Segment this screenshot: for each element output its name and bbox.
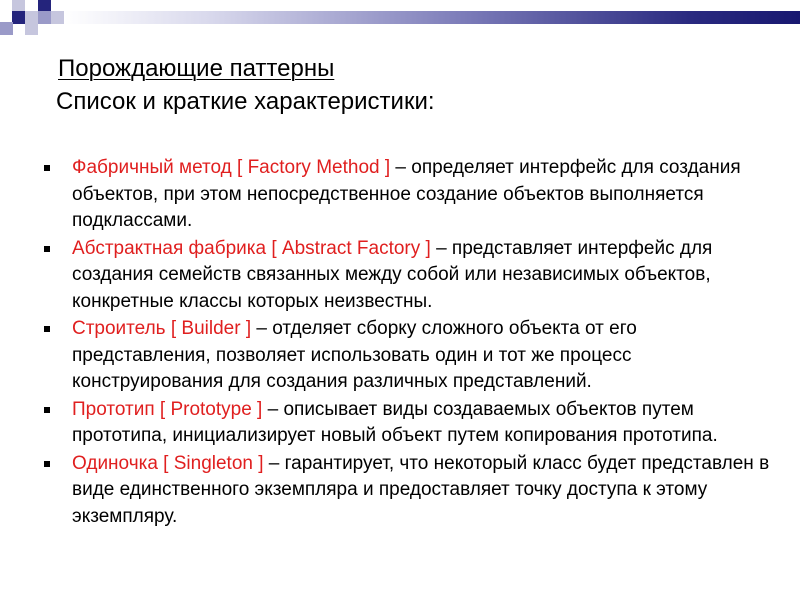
pattern-term: Строитель [ Builder ] — [72, 318, 252, 339]
bullet-icon — [44, 165, 50, 171]
header-gradient-bar — [64, 11, 800, 24]
bullet-icon — [44, 407, 50, 413]
pattern-list — [44, 155, 779, 531]
pattern-description: – отделяет сборку сложного объекта от его представления, позволяет использовать один и тот же процесс конструирования для создания различных представлений. — [72, 318, 637, 392]
bullet-icon — [44, 326, 50, 332]
decorative-square — [0, 22, 13, 35]
decorative-square — [38, 11, 51, 24]
pattern-description: – определяет интерфейс для создания объектов, при этом непосредственное создание объектов выполняется подклассами. — [72, 157, 741, 231]
list-item-prototype — [44, 397, 779, 450]
pattern-description: – гарантирует, что некоторый класс будет представлен в виде единственного экземпляра и предоставляет точку доступа к этому экземпляру. — [72, 452, 770, 527]
bullet-icon — [44, 461, 50, 467]
list-item-factory-method — [44, 155, 779, 235]
list-item-abstract-factory — [44, 236, 779, 316]
pattern-term: Прототип [ Prototype ] — [72, 398, 263, 420]
bullet-icon — [44, 246, 50, 252]
slide-title: Порождающие паттерны — [58, 55, 335, 82]
list-item-builder — [44, 316, 779, 396]
pattern-description: – описывает виды создаваемых объектов путем прототипа, инициализирует новый объект путем копирования прототипа. — [72, 398, 718, 446]
pattern-term: Абстрактная фабрика [ Abstract Factory ] — [72, 237, 431, 259]
pattern-term: Фабричный метод [ Factory Method ] — [72, 157, 391, 178]
decorative-square — [12, 11, 25, 24]
decorative-square — [25, 22, 38, 35]
decorative-header-band — [0, 0, 800, 34]
decorative-square — [51, 11, 64, 24]
slide-subtitle: Список и краткие характеристики: — [56, 88, 435, 115]
pattern-term: Одиночка [ Singleton ] — [72, 452, 264, 474]
pattern-description: – представляет интерфейс для создания семейств связанных между собой или независимых объектов, конкретные классы которых неизвестны. — [72, 237, 713, 312]
list-item-singleton — [44, 451, 779, 531]
